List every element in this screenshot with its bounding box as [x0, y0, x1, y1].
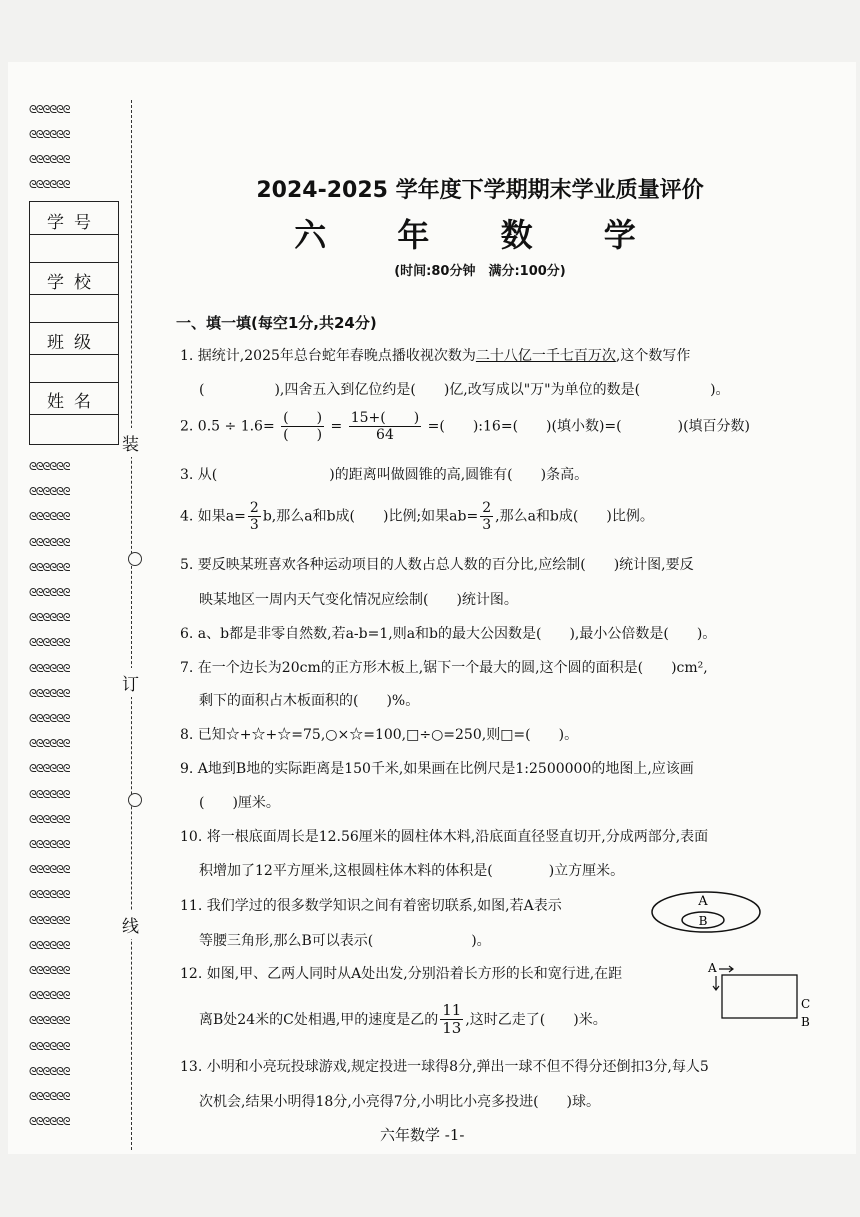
student-info-box — [29, 201, 119, 445]
set-label-b: B — [698, 914, 708, 928]
section-heading: 一、填一填(每空1分,共24分) — [176, 314, 377, 332]
rectangle-shape — [722, 975, 797, 1018]
margin-ornament: ᘓᘓᘓᘓᘓᘓ — [29, 1014, 70, 1028]
question-text: 1. 据统计,2025年总台蛇年春晚点播收视次数为 — [180, 348, 476, 364]
margin-ornament: ᘓᘓᘓᘓᘓᘓ — [29, 712, 70, 725]
margin-ornament: ᘓᘓᘓᘓᘓᘓ — [29, 989, 70, 1003]
subject-title: 六 年 数 学 — [294, 216, 666, 254]
margin-ornament: ᘓᘓᘓᘓᘓᘓ — [29, 913, 70, 927]
margin-ornament: ᘓᘓᘓᘓᘓᘓ — [29, 964, 70, 977]
margin-ornament: ᘓᘓᘓᘓᘓᘓ — [29, 510, 70, 524]
question-5-line-2: 映某地区一周内天气变化情况应绘制( )统计图。 — [199, 592, 518, 608]
binding-char-zhuang: 装 — [122, 428, 139, 457]
question-6: 6. a、b都是非零自然数,若a-b=1,则a和b的最大公因数是( ),最小公倍数是( )。 — [180, 626, 717, 642]
question-7-line-2: 剩下的面积占木板面积的( )%。 — [199, 693, 420, 709]
question-9-line-2: ( )厘米。 — [199, 795, 280, 811]
question-text: =( ):16=( )(填小数)=( )(填百分数) — [427, 418, 750, 435]
margin-ornament: ᘓᘓᘓᘓᘓᘓ — [29, 938, 70, 952]
margin-ornament: ᘓᘓᘓᘓᘓᘓ — [29, 103, 70, 116]
fraction-15-over-64: $\frac{15+( )}{64}$ — [350, 410, 420, 444]
margin-ornament: ᘓᘓᘓᘓᘓᘓ — [29, 178, 70, 191]
margin-ornament: ᘓᘓᘓᘓᘓᘓ — [29, 812, 70, 826]
margin-ornament: ᘓᘓᘓᘓᘓᘓ — [29, 838, 70, 851]
binding-hole-circle — [128, 552, 142, 566]
question-10-line-2: 积增加了12平方厘米,这根圆柱体木料的体积是( )立方厘米。 — [199, 863, 625, 879]
question-11-line-1: 11. 我们学过的很多数学知识之间有着密切联系,如图,若A表示 — [180, 898, 562, 914]
question-1-line-1 — [180, 345, 690, 365]
exam-meta: (时间:80分钟 满分:100分) — [394, 264, 566, 279]
margin-ornament: ᘓᘓᘓᘓᘓᘓ — [29, 1064, 70, 1078]
binding-char-xian: 线 — [122, 910, 139, 939]
question-13-line-2: 次机会,结果小明得18分,小亮得7分,小明比小亮多投进( )球。 — [199, 1094, 600, 1110]
page-footer: 六年数学 -1- — [380, 1126, 465, 1144]
rectangle-path-diagram — [705, 958, 815, 1030]
question-7-line-1: 7. 在一个边长为20cm的正方形木板上,锯下一个最大的圆,这个圆的面积是( )cm², — [180, 660, 708, 676]
question-text: = — [330, 418, 343, 435]
point-label-c: C — [801, 997, 811, 1011]
nested-ellipse-diagram — [650, 888, 770, 940]
binding-dashed-line — [131, 100, 132, 1150]
student-id-label: 学号 — [47, 213, 101, 233]
margin-ornament: ᘓᘓᘓᘓᘓᘓ — [29, 586, 70, 599]
margin-ornament: ᘓᘓᘓᘓᘓᘓ — [29, 535, 70, 549]
question-12-line-2 — [199, 1002, 607, 1038]
question-text: 2. 0.5 ÷ 1.6= — [180, 418, 275, 435]
point-label-b: B — [801, 1015, 810, 1029]
question-text: ,那么a和b成( )比例。 — [495, 508, 654, 525]
question-text: 4. 如果a= — [180, 508, 246, 525]
margin-ornament: ᘓᘓᘓᘓᘓᘓ — [29, 787, 70, 801]
question-1-line-2: ( ),四舍五入到亿位约是( )亿,改写成以"万"为单位的数是( )。 — [199, 382, 730, 398]
margin-ornament: ᘓᘓᘓᘓᘓᘓ — [29, 153, 70, 166]
question-12-line-1: 12. 如图,甲、乙两人同时从A处出发,分别沿着长方形的长和宽行进,在距 — [180, 966, 623, 982]
arrow-right-icon — [719, 966, 733, 972]
fraction-2-over-3: $\frac{2}{3}$ — [482, 500, 492, 534]
point-label-a: A — [708, 961, 717, 975]
question-2 — [180, 410, 750, 443]
question-8: 8. 已知☆+☆+☆=75,○×☆=100,□÷○=250,则□=( )。 — [180, 727, 579, 743]
margin-ornament: ᘓᘓᘓᘓᘓᘓ — [29, 888, 70, 902]
set-label-a: A — [698, 894, 708, 909]
name-label: 姓名 — [47, 392, 101, 412]
question-13-line-1: 13. 小明和小亮玩投球游戏,规定投进一球得8分,弹出一球不但不得分还倒扣3分,每人5 — [180, 1059, 709, 1075]
margin-ornament: ᘓᘓᘓᘓᘓᘓ — [29, 1115, 70, 1129]
question-5-line-1: 5. 要反映某班喜欢各种运动项目的人数占总人数的百分比,应绘制( )统计图,要反 — [180, 557, 694, 573]
binding-hole-circle — [128, 793, 142, 807]
question-9-line-1: 9. A地到B地的实际距离是150千米,如果画在比例尺是1:2500000的地图上,应该画 — [180, 761, 694, 777]
margin-ornament: ᘓᘓᘓᘓᘓᘓ — [29, 1039, 70, 1053]
margin-ornament: ᘓᘓᘓᘓᘓᘓ — [29, 128, 70, 141]
exam-title: 2024-2025 学年度下学期期末学业质量评价 — [256, 178, 704, 203]
question-text: 离B处24米的C处相遇,甲的速度是乙的 — [199, 1011, 439, 1028]
question-text: ,这个数写作 — [615, 348, 691, 364]
question-11-line-2: 等腰三角形,那么B可以表示( )。 — [199, 933, 491, 949]
question-text: ,这时乙走了( )米。 — [465, 1011, 607, 1028]
margin-ornament: ᘓᘓᘓᘓᘓᘓ — [29, 661, 70, 675]
question-text: b,那么a和b成( )比例;如果ab= — [262, 508, 479, 525]
school-label: 学校 — [47, 273, 101, 293]
arrow-down-icon — [713, 976, 719, 990]
margin-ornament: ᘓᘓᘓᘓᘓᘓ — [29, 737, 70, 751]
margin-ornament: ᘓᘓᘓᘓᘓᘓ — [29, 611, 70, 625]
margin-ornament: ᘓᘓᘓᘓᘓᘓ — [29, 485, 70, 499]
margin-ornament: ᘓᘓᘓᘓᘓᘓ — [29, 863, 70, 877]
margin-ornament: ᘓᘓᘓᘓᘓᘓ — [29, 636, 70, 650]
margin-ornament: ᘓᘓᘓᘓᘓᘓ — [29, 762, 70, 776]
fraction-blank: $\frac{( )}{( )}$ — [283, 410, 323, 444]
binding-char-ding: 订 — [122, 668, 139, 697]
question-10-line-1: 10. 将一根底面周长是12.56厘米的圆柱体木料,沿底面直径竖直切开,分成两部分,表面 — [180, 829, 709, 845]
fraction-11-over-13: $\frac{11}{13}$ — [442, 1001, 462, 1038]
underlined-number: 二十八亿一千七百万次 — [475, 348, 616, 364]
margin-ornament: ᘓᘓᘓᘓᘓᘓ — [29, 1090, 70, 1103]
margin-ornament: ᘓᘓᘓᘓᘓᘓ — [29, 460, 70, 473]
question-4 — [180, 500, 654, 533]
fraction-2-over-3: $\frac{2}{3}$ — [249, 500, 259, 534]
question-3: 3. 从( )的距离叫做圆锥的高,圆锥有( )条高。 — [180, 467, 589, 483]
class-label: 班级 — [47, 333, 101, 353]
margin-ornament: ᘓᘓᘓᘓᘓᘓ — [29, 686, 70, 700]
margin-ornament: ᘓᘓᘓᘓᘓᘓ — [29, 560, 70, 574]
